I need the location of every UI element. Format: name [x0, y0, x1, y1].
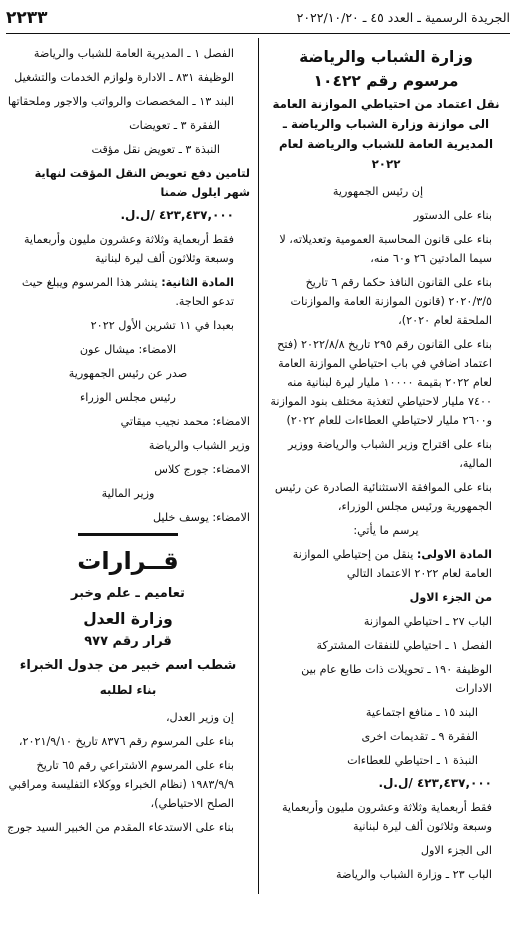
- article-1-label: المادة الاولى:: [416, 548, 492, 561]
- decision-preamble: بناء على المرسوم الاشتراعي رقم ٦٥ تاريخ ١٩٨٣/٩/٩ (نظام الخبراء ووكلاء التفليسة ومراقبي الصلح الاحتياطي)،: [8, 759, 234, 810]
- issued-by: صدر عن رئيس الجمهورية: [68, 367, 188, 380]
- purpose-line: لتامين دفع تعويض النقل المؤقت لنهاية شهر ايلول ضمنا: [34, 167, 250, 199]
- preamble-constitution: بناء على الدستور: [413, 209, 492, 222]
- amount-figure: ٤٢٣,٤٣٧,٠٠٠ /ل.ل.: [378, 776, 492, 790]
- pm-title: رئيس مجلس الوزراء: [80, 391, 176, 404]
- preamble-president: إن رئيس الجمهورية: [332, 185, 424, 198]
- from-item: الباب ٢٧ ـ احتياطي الموازنة: [363, 615, 492, 628]
- to-item: الوظيفة ٨٣١ ـ الادارة ولوازم الخدمات والتشغيل: [14, 71, 234, 84]
- article-1-text: ينقل من إحتياطي الموازنة العامة لعام ٢٠٢٢ الاعتماد التالي: [292, 548, 492, 580]
- decision-preamble: إن وزير العدل،: [165, 711, 234, 724]
- to-item: الفقرة ٣ ـ تعويضات: [129, 119, 220, 132]
- page-number: ٢٢٣٣: [6, 8, 48, 28]
- date-line: بعبدا في ١١ تشرين الأول ٢٠٢٢: [90, 319, 234, 332]
- decree-subject: نقل اعتماد من احتياطي الموازنة العامة الى موازنة وزارة الشباب والرياضة ـ المديرية العامة للشباب والرياضة لعام ٢٠٢٢: [272, 97, 500, 171]
- header-rule: [6, 33, 510, 34]
- to-item: النبذة ٣ ـ تعويض نقل مؤقت: [91, 143, 220, 156]
- decrees-line: يرسم ما يأتي:: [353, 524, 419, 537]
- from-item: النبذة ١ ـ احتياطي للعطاءات: [347, 754, 478, 767]
- decision-preamble: بناء على الاستدعاء المقدم من الخبير السيد جورج: [7, 821, 234, 834]
- to-item: الباب ٢٣ ـ وزارة الشباب والرياضة: [335, 868, 492, 881]
- article-2: [6, 273, 250, 311]
- ministry-title: وزارة العدل: [83, 610, 173, 628]
- to-part: الى الجزء الاول: [420, 844, 492, 857]
- preamble-budget-law-2020: بناء على القانون النافذ حكما رقم ٦ تاريخ ٢٠٢٠/٣/٥ (قانون الموازنة العامة والموازنات الملحقة لعام ٢٠٢٠)،: [290, 276, 492, 327]
- article-1: [264, 545, 508, 583]
- preamble-proposal: بناء على اقتراح وزير الشباب والرياضة ووزير المالية،: [287, 438, 492, 470]
- signature-finance-minister: الامضاء: يوسف خليل: [152, 511, 250, 524]
- signature-pm: الامضاء: محمد نجيب ميقاتي: [120, 415, 250, 428]
- finance-minister-title: وزير المالية: [101, 487, 155, 500]
- from-item: البند ١٥ ـ منافع اجتماعية: [365, 706, 478, 719]
- decision-subject-2: بناء لطلبه: [99, 683, 157, 697]
- section-subtitle: تعاميم ـ علم وخبر: [71, 586, 185, 601]
- preamble-approval: بناء على الموافقة الاستثنائية الصادرة عن رئيس الجمهورية ورئيس مجلس الوزراء،: [274, 481, 492, 513]
- section-divider: [78, 533, 178, 536]
- decision-subject: شطب اسم خبير من جدول الخبراء: [19, 658, 237, 673]
- signature-youth-minister: الامضاء: جورج كلاس: [154, 463, 250, 476]
- page-header: [6, 8, 510, 34]
- signature-president: الامضاء: ميشال عون: [79, 343, 177, 356]
- article-2-label: المادة الثانية:: [161, 276, 234, 289]
- decree-number: مرسوم رقم ١٠٤٢٢: [313, 72, 459, 90]
- from-item: الفقرة ٩ ـ تقديمات اخرى: [361, 730, 478, 743]
- amount-in-words: فقط أربعماية وثلاثة وعشرون مليون وأربعماية وسبعة وثلاثون ألف ليرة لبنانية: [23, 233, 234, 265]
- ministry-title: وزارة الشباب والرياضة: [299, 48, 473, 66]
- from-item: الوظيفة ١٩٠ ـ تحويلات ذات طابع عام بين الادارات: [301, 663, 492, 695]
- column-divider: [258, 38, 259, 894]
- youth-minister-title: وزير الشباب والرياضة: [148, 439, 250, 452]
- decision-number: قرار رقم ٩٧٧: [84, 634, 172, 649]
- gazette-issue-title: الجريدة الرسمية ـ العدد ٤٥ ـ ٢٠٢٢/١٠/٢٠: [296, 10, 510, 25]
- left-column: [6, 44, 250, 934]
- from-item: الفصل ١ ـ احتياطي للنفقات المشتركة: [316, 639, 492, 652]
- to-item: البند ١٣ ـ المخصصات والرواتب والاجور وملحقاتها: [7, 95, 234, 108]
- preamble-accounting-law: بناء على قانون المحاسبة العمومية وتعديلاته، لا سيما المادتين ٢٦ و٦٠ منه،: [279, 233, 492, 265]
- decision-preamble: بناء على المرسوم رقم ٨٣٧٦ تاريخ ٢٠٢١/٩/١٠،: [18, 735, 234, 748]
- preamble-law-295: بناء على القانون رقم ٢٩٥ تاريخ ٢٠٢٢/٨/٨ (فتح اعتماد اضافي في باب احتياطي الموازنة العامة لعام ٢٠٢٢ بقيمة ١٠٠٠٠ مليار ليرة لبنانية منه ٧٤٠٠ مليار لاحتياطي لتغذية مختلف بنود الموازنة و٢٦٠٠ مليار لاحتياطي العطاءات للعام ٢٠٢٢): [270, 338, 492, 427]
- section-title: قــرارات: [77, 547, 179, 575]
- right-column: [264, 44, 508, 934]
- to-item: الفصل ١ ـ المديرية العامة للشباب والرياضة: [33, 47, 234, 60]
- amount-figure: ٤٢٣,٤٣٧,٠٠٠ /ل.ل.: [120, 208, 234, 222]
- article-2-text: ينشر هذا المرسوم ويبلغ حيث تدعو الحاجة.: [21, 276, 234, 308]
- from-part: من الجزء الاول: [409, 591, 492, 604]
- amount-in-words: فقط أربعماية وثلاثة وعشرون مليون وأربعماية وسبعة وثلاثون ألف ليرة لبنانية: [281, 801, 492, 833]
